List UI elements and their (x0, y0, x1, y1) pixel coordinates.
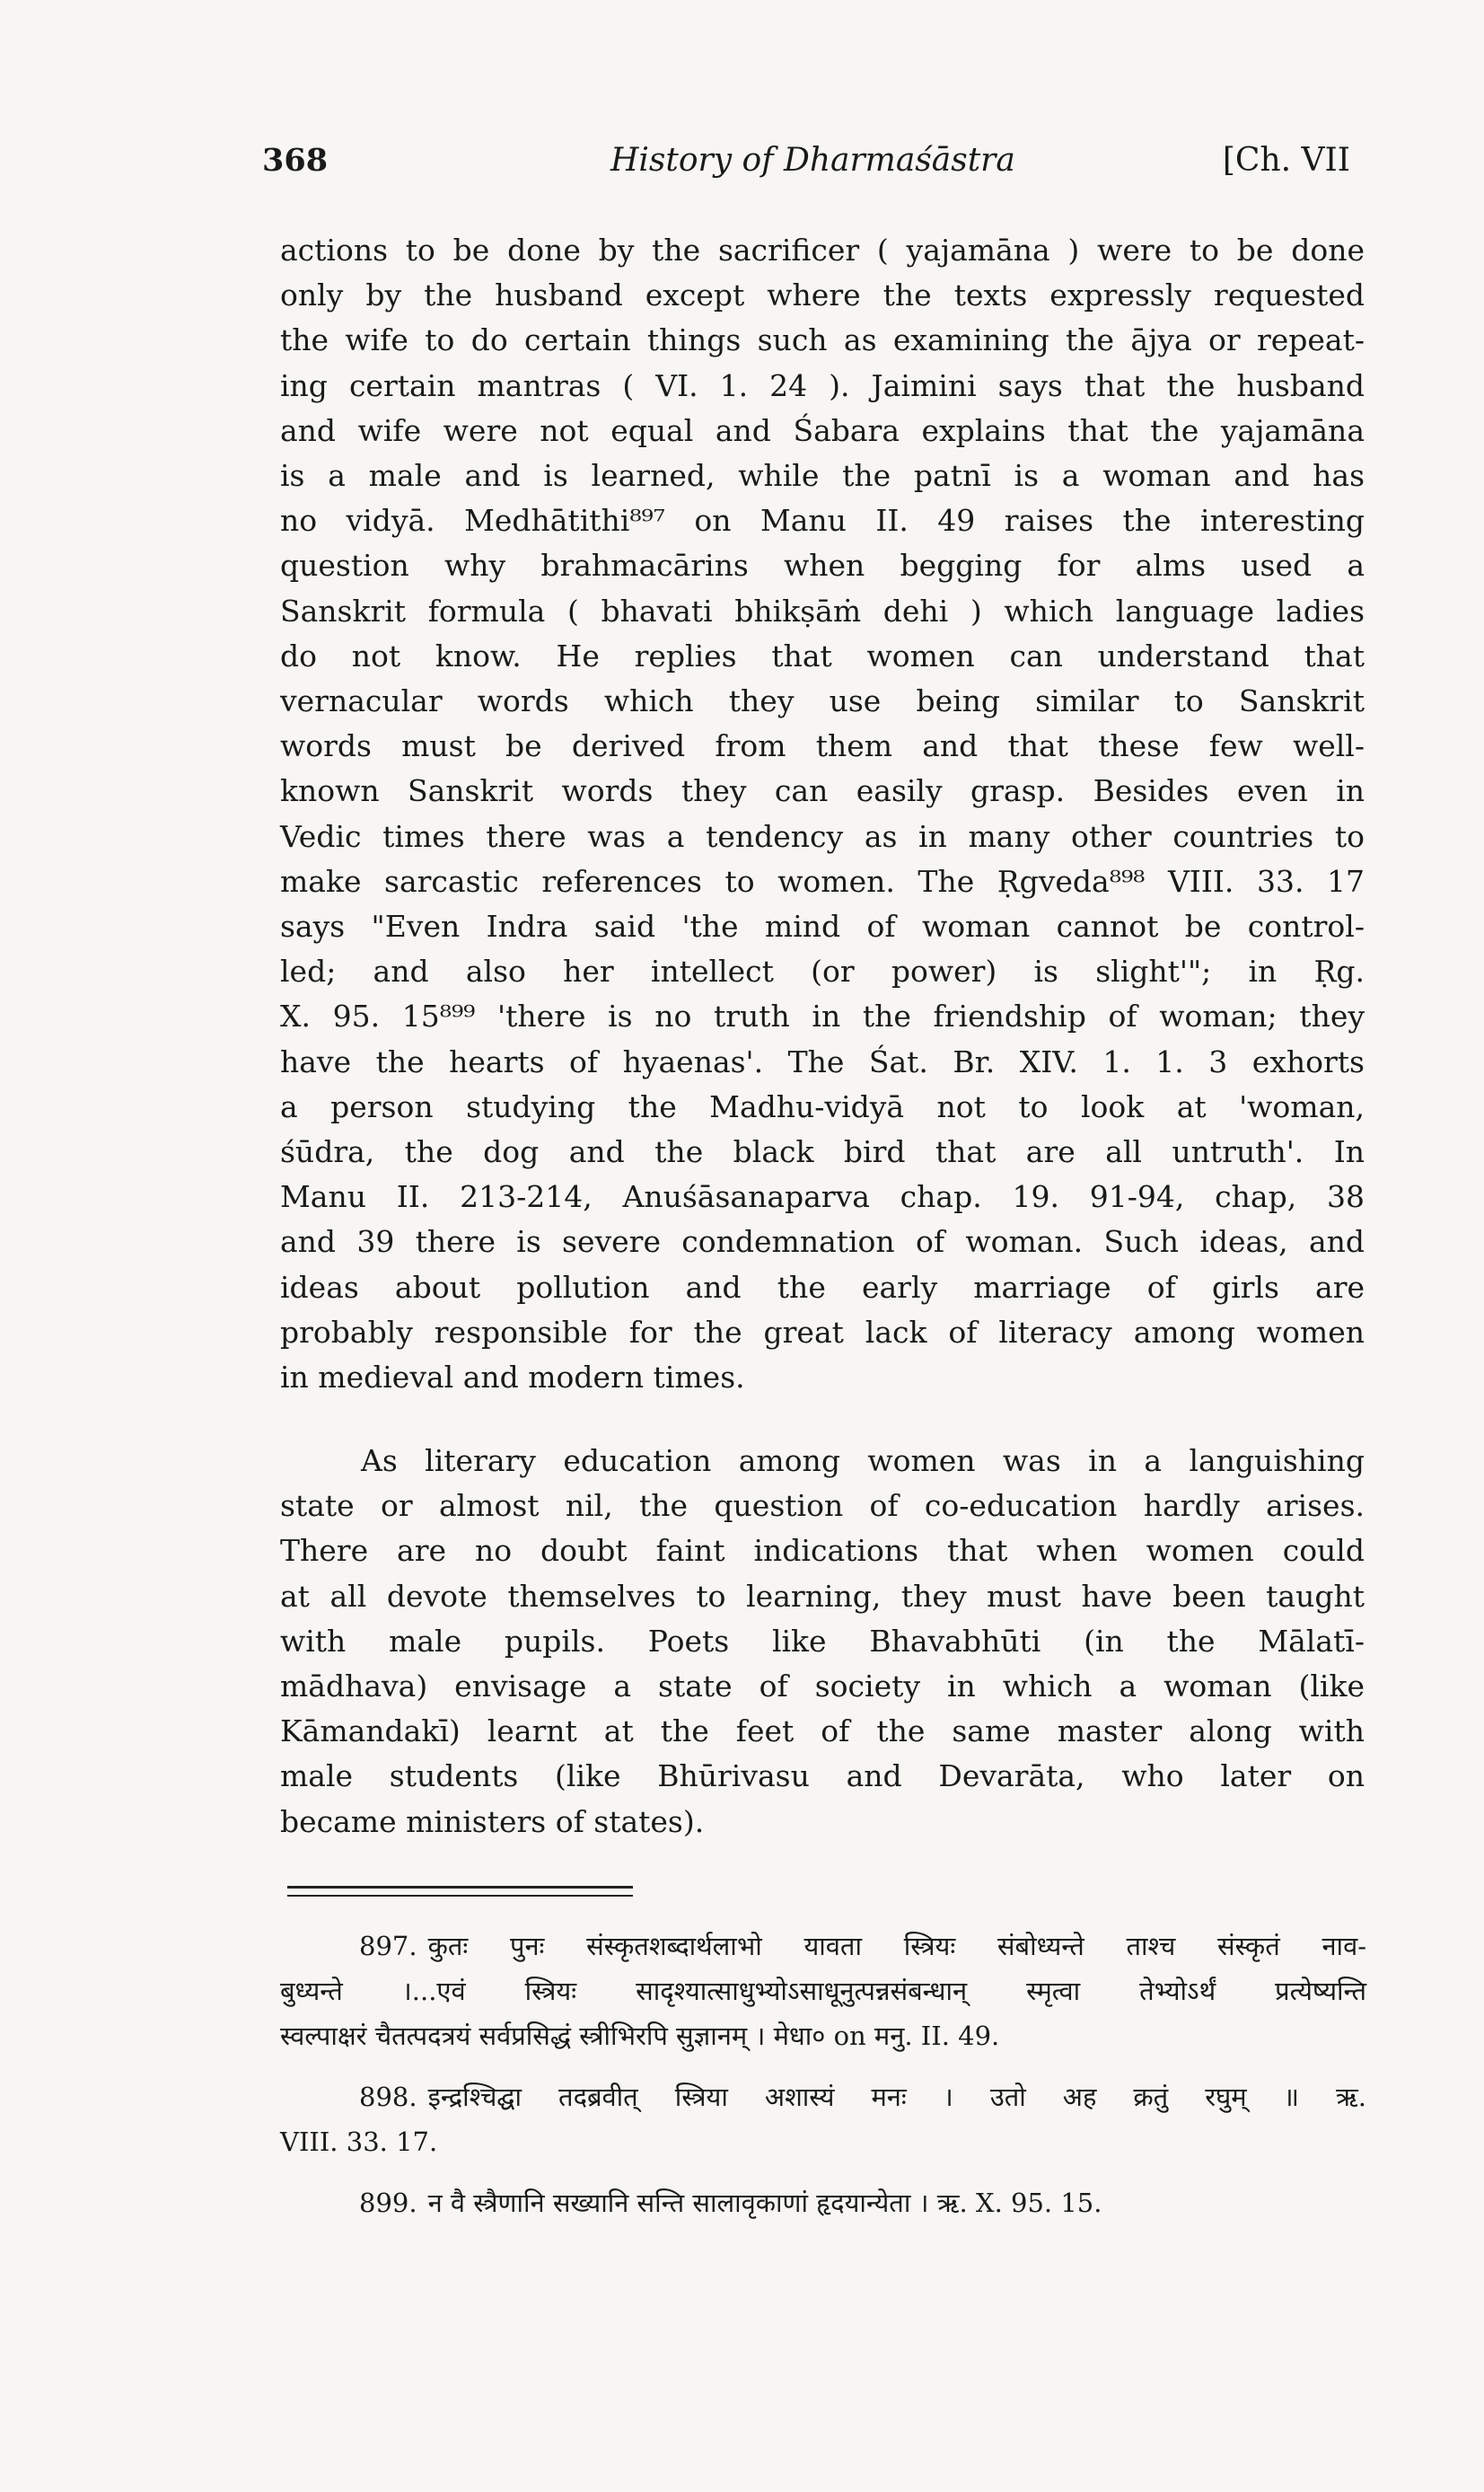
text-line: X. 95. 15⁸⁹⁹ 'there is no truth in the friendship of woman; they (280, 999, 1365, 1035)
paragraph-1 (280, 228, 1365, 1400)
footnote (280, 1924, 1366, 2058)
text-line: male students (like Bhūrivasu and Devarāta, who later on (280, 1758, 1365, 1794)
text-line: probably responsible for the great lack of literacy among women (280, 1314, 1365, 1350)
running-header (262, 142, 1375, 196)
text-line: śūdra, the dog and the black bird that are all untruth'. In (280, 1134, 1365, 1170)
footnote-text: इन्द्रश्चिद्घा तदब्रवीत् स्त्रिया अशास्यं मनः । उतो अह क्रतुं रघुम् ॥ ऋ. (427, 2082, 1366, 2112)
footnote (280, 2180, 1366, 2225)
text-line: have the hearts of hyaenas'. The Śat. Br. XIV. 1. 1. 3 exhorts (280, 1043, 1365, 1079)
text-line: led; and also her intellect (or power) is slight'"; in Ṛg. (280, 954, 1365, 990)
text-line: There are no doubt faint indications that when women could (280, 1533, 1365, 1569)
text-line: ing certain mantras ( VI. 1. 24 ). Jaimini says that the husband (280, 367, 1365, 403)
text-line: state or almost nil, the question of co-education hardly arises. (280, 1488, 1365, 1524)
footnote-line (280, 2074, 1366, 2119)
text-line: vernacular words which they use being similar to Sanskrit (280, 683, 1365, 719)
text-line: a person studying the Madhu-vidyā not to look at 'woman, (280, 1088, 1365, 1124)
footnote-text: स्वल्पाक्षरं चैतत्पदत्रयं सर्वप्रसिद्धं स्त्रीभिरपि सुज्ञानम् । मेधा० on मनु. II. 49. (280, 2021, 1000, 2051)
text-line: with male pupils. Poets like Bhavabhūti (in the Mālatī- (280, 1623, 1365, 1659)
text-line: question why brahmacārins when begging for alms used a (280, 548, 1365, 584)
text-line: at all devote themselves to learning, they must have been taught (280, 1578, 1365, 1614)
text-line: is a male and is learned, while the patnī is a woman and has (280, 458, 1365, 494)
footnote-rule-lower (287, 1895, 633, 1897)
running-title: History of Dharmaśāstra (610, 142, 1015, 179)
footnote-line (280, 1968, 1366, 2013)
text-line: no vidyā. Medhātithi⁸⁹⁷ on Manu II. 49 raises the interesting (280, 503, 1365, 539)
text-line: Kāmandakī) learnt at the feet of the same master along with (280, 1713, 1365, 1749)
text-line: became ministers of states). (280, 1803, 705, 1839)
chapter-label: [Ch. VII (1222, 142, 1350, 179)
footnote-number: 898. (359, 2082, 417, 2112)
text-line: in medieval and modern times. (280, 1360, 745, 1396)
text-line: Sanskrit formula ( bhavati bhikṣāṁ dehi ) which language ladies (280, 593, 1365, 629)
footnote-line (280, 1924, 1366, 1968)
text-line: As literary education among women was in a languishing (361, 1443, 1365, 1478)
footnote-line (280, 2180, 1366, 2225)
text-line: make sarcastic references to women. The Ṛgveda⁸⁹⁸ VIII. 33. 17 (280, 863, 1365, 899)
footnote-number: 897. (359, 1931, 417, 1961)
footnote-line (280, 2013, 1366, 2058)
page-number: 368 (262, 142, 329, 179)
text-line: do not know. He replies that women can understand that (280, 638, 1365, 674)
text-line: says "Even Indra said 'the mind of woman cannot be control- (280, 909, 1365, 945)
footnotes (280, 1924, 1366, 2241)
footnote (280, 2074, 1366, 2164)
footnote-number: 899. (359, 2188, 417, 2218)
text-line: known Sanskrit words they can easily grasp. Besides even in (280, 773, 1365, 809)
text-line: the wife to do certain things such as examining the ājya or repeat- (280, 322, 1365, 358)
text-line: ideas about pollution and the early marriage of girls are (280, 1269, 1365, 1305)
text-line: mādhava) envisage a state of society in which a woman (like (280, 1669, 1365, 1704)
footnote-rule (287, 1886, 633, 1889)
text-line: words must be derived from them and that these few well- (280, 728, 1365, 764)
text-line: Vedic times there was a tendency as in many other countries to (280, 818, 1365, 854)
footnote-text: कुतः पुनः संस्कृतशब्दार्थलाभो यावता स्त्रियः संबोध्यन्ते ताश्च संस्कृतं नाव- (427, 1931, 1366, 1961)
paragraph-2 (280, 1439, 1365, 1845)
text-line: and wife were not equal and Śabara explains that the yajamāna (280, 412, 1365, 448)
text-line: only by the husband except where the texts expressly requested (280, 277, 1365, 313)
footnote-text: बुध्यन्ते ।...एवं स्त्रियः सादृश्यात्साधुभ्योऽसाधूनुत्पन्नसंबन्धान् स्मृत्वा तेभ्योऽर्थं प्रत्येष्यन्ति (280, 1976, 1366, 2006)
text-line: Manu II. 213-214, Anuśāsanaparva chap. 19. 91-94, chap, 38 (280, 1179, 1365, 1215)
footnote-text: न वै स्त्रैणानि सख्यानि सन्ति सालावृकाणां हृदयान्येता । ऋ. X. 95. 15. (427, 2188, 1102, 2218)
footnote-line (280, 2119, 1366, 2164)
text-line: actions to be done by the sacrificer ( yajamāna ) were to be done (280, 233, 1365, 268)
footnote-text: VIII. 33. 17. (280, 2127, 438, 2157)
text-line: and 39 there is severe condemnation of woman. Such ideas, and (280, 1224, 1365, 1260)
